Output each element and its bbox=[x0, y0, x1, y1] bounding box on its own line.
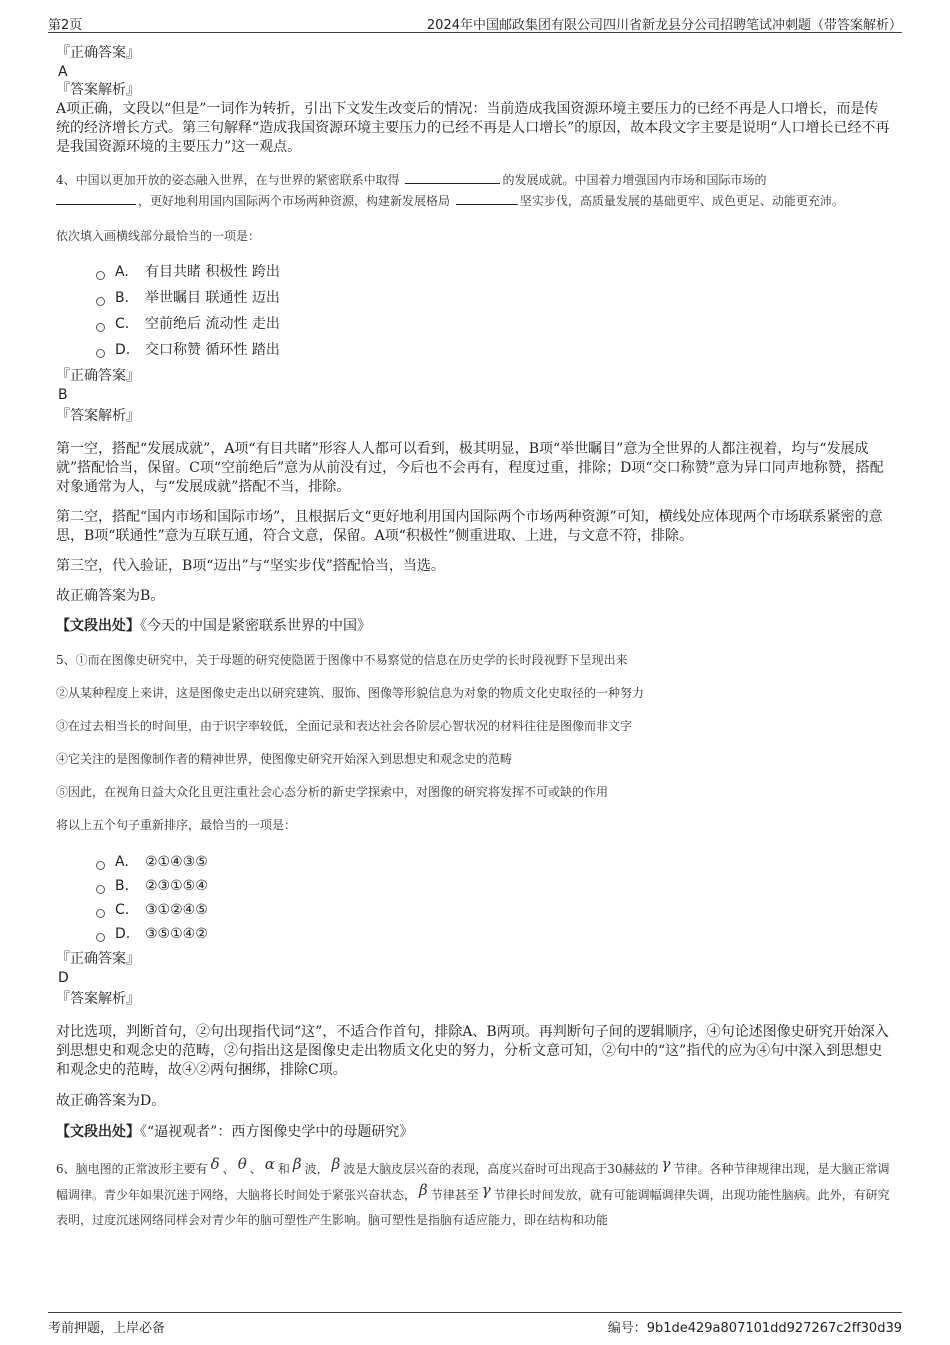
footer-code-value: 9b1de429a807101dd927267c2ff30d39 bbox=[646, 1321, 902, 1336]
option-text: ②③①⑤④ bbox=[145, 878, 208, 894]
option-a[interactable] bbox=[96, 259, 892, 285]
option-text: ②①④③⑤ bbox=[145, 854, 208, 870]
analysis-paragraph: 对比选项，判断首句，②句出现指代词“这”，不适合作首句，排除A、B两项。再判断句子间的逻辑顺序，④句论述图像史研究开始深入到思想史和观念史的范畴，②句指出这是图像史走出物质文化史的努力，分析文意可知，②句中的“这”指代的应为④句中深入到思想史和观念史的范畴，故④②两句捆绑，排除C项。 bbox=[56, 1024, 889, 1078]
option-d[interactable] bbox=[96, 337, 892, 363]
theta-symbol: θ bbox=[237, 1155, 247, 1173]
sentence-3: ③在过去相当长的时间里，由于识字率较低，全面记录和表达社会各阶层心智状况的材料往往是图像而非文字 bbox=[56, 719, 633, 733]
question-text: 、 bbox=[249, 1162, 262, 1176]
analysis-paragraph: 第一空，搭配“发展成就”，A项“有目共睹”形容人人都可以看到，极其明显，B项“举世瞩目”意为全世界的人都注视着，均与“发展成就”搭配恰当，保留。C项“空前绝后”意为从前没有过，今后也不会再有，程度过重，排除；D项“交口称赞”意为异口同声地称赞，搭配对象通常为人，与“发展成就”搭配不当，排除。 bbox=[56, 441, 884, 495]
option-c[interactable] bbox=[96, 311, 892, 337]
option-b[interactable] bbox=[96, 285, 892, 311]
analysis-paragraph: 第三空，代入验证，B项“迈出”与“坚实步伐”搭配恰当，当选。 bbox=[56, 558, 445, 574]
correct-answer-label: 『正确答案』 bbox=[56, 368, 140, 384]
gamma-symbol: γ bbox=[481, 1181, 491, 1199]
sentence-4: ④它关注的是图像制作者的精神世界，使图像史研究开始深入到思想史和观念史的范畴 bbox=[56, 752, 513, 766]
source-title: 《“逼视观者”：西方图像史学中的母题研究》 bbox=[140, 1124, 414, 1140]
option-key: A. bbox=[115, 264, 129, 280]
radio-icon[interactable] bbox=[96, 909, 105, 918]
page-number: 第2页 bbox=[48, 18, 83, 33]
question-text: 的发展成就。中国着力增强国内市场和国际市场的 bbox=[502, 173, 767, 187]
radio-icon[interactable] bbox=[96, 885, 105, 894]
answer-blank bbox=[456, 192, 518, 205]
option-b[interactable] bbox=[96, 874, 892, 898]
question-text: 波， bbox=[304, 1162, 329, 1176]
page-footer bbox=[48, 1312, 902, 1335]
option-key: A. bbox=[115, 854, 129, 870]
source-label: 【文段出处】 bbox=[56, 1124, 140, 1140]
document-body bbox=[56, 44, 892, 1233]
footer-slogan: 考前押题，上岸必备 bbox=[48, 1321, 166, 1336]
question-text: 坚实步伐，高质量发展的基础更牢、成色更足、动能更充沛。 bbox=[519, 194, 844, 208]
question-text: 、 bbox=[222, 1162, 235, 1176]
document-title: 2024年中国邮政集团有限公司四川省新龙县分公司招聘笔试冲刺题（带答案解析） bbox=[426, 18, 902, 33]
option-text: 交口称赞 循环性 踏出 bbox=[145, 342, 280, 358]
page-header bbox=[48, 12, 902, 33]
source-title: 《今天的中国是紧密联系世界的中国》 bbox=[140, 618, 371, 634]
delta-symbol: δ bbox=[210, 1155, 220, 1173]
footer-code bbox=[608, 1317, 902, 1336]
beta-symbol: β bbox=[331, 1155, 341, 1173]
option-text: 举世瞩目 联通性 迈出 bbox=[145, 290, 280, 306]
option-key: B. bbox=[115, 878, 130, 894]
radio-icon[interactable] bbox=[96, 861, 105, 870]
analysis-paragraph: 第二空，搭配“国内市场和国际市场”，且根据后文“更好地利用国内国际两个市场两种资源”可知，横线处应体现两个市场联系紧密的意思，B项“联通性”意为互联互通，符合文意，保留。A项“积极性”侧重进取、上进，与文意不符，排除。 bbox=[56, 509, 883, 544]
option-key: D. bbox=[115, 342, 131, 358]
question-stem bbox=[56, 170, 892, 212]
option-text: ③①②④⑤ bbox=[145, 902, 208, 918]
answer-blank bbox=[56, 192, 136, 205]
analysis-paragraph: 故正确答案为B。 bbox=[56, 588, 165, 604]
alpha-symbol: α bbox=[264, 1155, 275, 1173]
option-key: C. bbox=[115, 316, 130, 332]
option-text: 有目共睹 积极性 跨出 bbox=[145, 264, 280, 280]
sentence-2: ②从某种程度上来讲，这是图像史走出以研究建筑、服饰、图像等形貌信息为对象的物质文化史取径的一种努力 bbox=[56, 686, 645, 700]
question-text: 6、脑电图的正常波形主要有 bbox=[56, 1162, 208, 1176]
beta-symbol: β bbox=[292, 1155, 302, 1173]
gamma-symbol: γ bbox=[661, 1155, 671, 1173]
source-line bbox=[56, 617, 892, 636]
sentence-1: 5、①而在图像史研究中，关于母题的研究使隐匿于图像中不易察觉的信息在历史学的长时段视野下呈现出来 bbox=[56, 653, 628, 667]
question-text: 节律甚至 bbox=[430, 1188, 479, 1202]
source-line bbox=[56, 1123, 892, 1142]
beta-symbol: β bbox=[419, 1181, 428, 1199]
option-list bbox=[96, 850, 892, 946]
answer-blank bbox=[405, 171, 500, 184]
footer-code-label: 编号： bbox=[607, 1321, 647, 1336]
source-label: 【文段出处】 bbox=[56, 618, 140, 634]
radio-icon[interactable] bbox=[96, 323, 105, 332]
correct-answer-value: B bbox=[58, 387, 68, 403]
question-prompt: 依次填入画横线部分最恰当的一项是： bbox=[56, 229, 261, 243]
radio-icon[interactable] bbox=[96, 271, 105, 280]
option-key: C. bbox=[115, 902, 130, 918]
radio-icon[interactable] bbox=[96, 933, 105, 942]
analysis-label: 『答案解析』 bbox=[56, 408, 140, 424]
analysis-label: 『答案解析』 bbox=[56, 991, 140, 1007]
radio-icon[interactable] bbox=[96, 297, 105, 306]
option-d[interactable] bbox=[96, 922, 892, 946]
question-prompt: 将以上五个句子重新排序，最恰当的一项是： bbox=[56, 818, 297, 832]
analysis-text: A项正确，文段以“但是”一词作为转折，引出下文发生改变后的情况：当前造成我国资源环境主要压力的已经不再是人口增长，而是传统的经济增长方式。第三句解释“造成我国资源环境主要压力的已经不再是人口增长”的原因，故本段文字主要是说明“人口增长已经不再是我国资源环境的主要压力”这一观点。 bbox=[56, 101, 890, 155]
option-list bbox=[96, 259, 892, 363]
option-key: D. bbox=[115, 926, 131, 942]
radio-icon[interactable] bbox=[96, 349, 105, 358]
question-text: 波是大脑皮层兴奋的表现，高度兴奋时可出现高于30赫兹的 bbox=[343, 1162, 659, 1176]
option-a[interactable] bbox=[96, 850, 892, 874]
option-text: ③⑤①④② bbox=[145, 926, 208, 942]
correct-answer-value: A bbox=[58, 64, 68, 80]
question-text: 节律长时间发放，就有可能调幅调律失调，出现功能性脑病。此外，有研究表明，过度沉迷网络同样会对青少年的脑可塑性产生影响。脑可塑性是指脑有适应能力，即在结构和功能 bbox=[56, 1188, 890, 1227]
correct-answer-label: 『正确答案』 bbox=[56, 951, 140, 967]
option-text: 空前绝后 流动性 走出 bbox=[145, 316, 280, 332]
correct-answer-label: 『正确答案』 bbox=[56, 45, 140, 61]
analysis-label: 『答案解析』 bbox=[56, 82, 140, 98]
question-text: 和 bbox=[277, 1162, 290, 1176]
question-stem bbox=[56, 1156, 892, 1233]
question-text: ，更好地利用国内国际两个市场两种资源，构建新发展格局 bbox=[138, 194, 451, 208]
analysis-paragraph: 故正确答案为D。 bbox=[56, 1093, 166, 1109]
question-text: 4、中国以更加开放的姿态融入世界，在与世界的紧密联系中取得 bbox=[56, 173, 400, 187]
correct-answer-value: D bbox=[58, 970, 69, 986]
question-text: 节律。各种节律规律出现，是大脑正常调幅调律。青少年如果沉迷于网络，大脑将长时间处于紧张兴奋状态， bbox=[56, 1162, 890, 1202]
sentence-5: ⑤因此，在视角日益大众化且更注重社会心态分析的新史学探索中，对图像的研究将发挥不可或缺的作用 bbox=[56, 785, 609, 799]
option-c[interactable] bbox=[96, 898, 892, 922]
option-key: B. bbox=[115, 290, 130, 306]
